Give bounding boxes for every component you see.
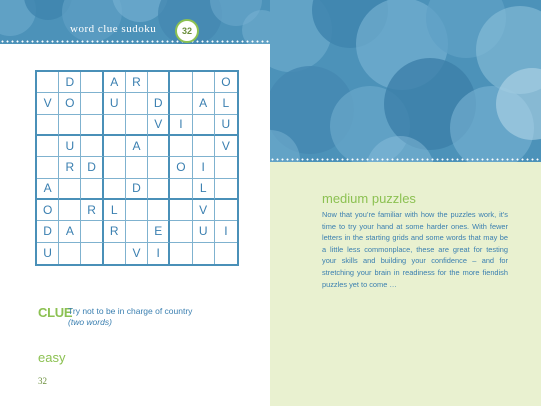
grid-cell: [81, 243, 103, 264]
grid-cell: [148, 157, 170, 178]
grid-cell: [170, 93, 192, 114]
sudoku-grid: [35, 70, 239, 266]
grid-cell: [148, 179, 170, 200]
grid-cell: [215, 157, 237, 178]
grid-cell: A: [59, 221, 81, 242]
grid-cell: [104, 115, 126, 136]
grid-cell: O: [59, 93, 81, 114]
grid-cell: D: [37, 221, 59, 242]
grid-cell: V: [37, 93, 59, 114]
grid-cell: [126, 93, 148, 114]
grid-cell: [215, 179, 237, 200]
grid-cell: [215, 243, 237, 264]
grid-cell: A: [104, 72, 126, 93]
grid-cell: [170, 179, 192, 200]
header-title: word clue sudoku: [70, 23, 157, 35]
grid-cell: [81, 221, 103, 242]
grid-cell: A: [193, 93, 215, 114]
grid-cell: [170, 136, 192, 157]
right-page: [270, 0, 541, 406]
grid-cell: [126, 157, 148, 178]
left-page: [0, 0, 270, 406]
grid-cell: O: [170, 157, 192, 178]
grid-cell: [193, 136, 215, 157]
clue-label: CLUE: [38, 305, 73, 320]
grid-cell: V: [148, 115, 170, 136]
grid-cell: U: [104, 93, 126, 114]
page-number-badge: 32: [175, 19, 199, 43]
grid-cell: [126, 221, 148, 242]
grid-cell: [170, 221, 192, 242]
difficulty-label: easy: [38, 350, 66, 365]
grid-cell: [215, 200, 237, 221]
grid-cell: [126, 200, 148, 221]
grid-cell: [81, 179, 103, 200]
grid-cell: [37, 115, 59, 136]
header-dots-divider: [0, 40, 270, 43]
grid-cell: [104, 136, 126, 157]
grid-cell: R: [104, 221, 126, 242]
grid-cell: [104, 179, 126, 200]
grid-cell: O: [215, 72, 237, 93]
grid-cell: L: [193, 179, 215, 200]
grid-cell: [81, 93, 103, 114]
grid-cell: [148, 136, 170, 157]
grid-cell: L: [104, 200, 126, 221]
circle-pattern: [270, 0, 541, 162]
grid-cell: [193, 72, 215, 93]
grid-cell: [59, 200, 81, 221]
grid-cell: V: [193, 200, 215, 221]
grid-cell: L: [215, 93, 237, 114]
grid-cell: [148, 200, 170, 221]
grid-cell: V: [126, 243, 148, 264]
grid-cell: R: [81, 200, 103, 221]
grid-cell: U: [37, 243, 59, 264]
grid-cell: [59, 243, 81, 264]
grid-cell: A: [126, 136, 148, 157]
grid-cell: V: [215, 136, 237, 157]
pattern-dots-divider: [270, 158, 541, 161]
grid-cell: E: [148, 221, 170, 242]
page-number: 32: [38, 376, 47, 386]
grid-cell: [37, 72, 59, 93]
grid-cell: R: [59, 157, 81, 178]
grid-cell: [37, 136, 59, 157]
grid-cell: D: [148, 93, 170, 114]
grid-cell: [59, 115, 81, 136]
grid-cell: A: [37, 179, 59, 200]
clue-main-text: Try not to be in charge of country: [68, 306, 193, 316]
grid-cell: [104, 157, 126, 178]
grid-cell: [81, 72, 103, 93]
grid-cell: [170, 200, 192, 221]
grid-cell: [37, 157, 59, 178]
grid-cell: [104, 243, 126, 264]
section-title: medium puzzles: [322, 191, 416, 206]
grid-cell: D: [59, 72, 81, 93]
grid-cell: [126, 115, 148, 136]
grid-cell: [193, 243, 215, 264]
grid-cell: I: [170, 115, 192, 136]
section-body: Now that you’re familiar with how the puzzles work, it’s time to try your hand at some harder ones. With fewer letters in the starting grids and some words that may be a little less commonplace, these are great for testing your skills and building your confidence – and for stretching your brain in readiness for the more fiendish puzzles yet to come …: [322, 210, 508, 289]
grid-cell: [59, 179, 81, 200]
circle-pattern-image: [270, 0, 541, 162]
grid-cell: D: [81, 157, 103, 178]
grid-cell: I: [215, 221, 237, 242]
grid-cell: U: [59, 136, 81, 157]
grid-cell: U: [215, 115, 237, 136]
grid-cell: [81, 136, 103, 157]
grid-cell: I: [148, 243, 170, 264]
grid-cell: O: [37, 200, 59, 221]
grid-cell: [81, 115, 103, 136]
clue-text: [68, 306, 238, 328]
grid-cell: U: [193, 221, 215, 242]
grid-cell: [193, 115, 215, 136]
grid-cell: [170, 243, 192, 264]
clue-subtext: (two words): [68, 317, 112, 327]
grid-cell: D: [126, 179, 148, 200]
grid-cell: R: [126, 72, 148, 93]
grid-cell: [148, 72, 170, 93]
grid-cell: [170, 72, 192, 93]
grid-cell: I: [193, 157, 215, 178]
